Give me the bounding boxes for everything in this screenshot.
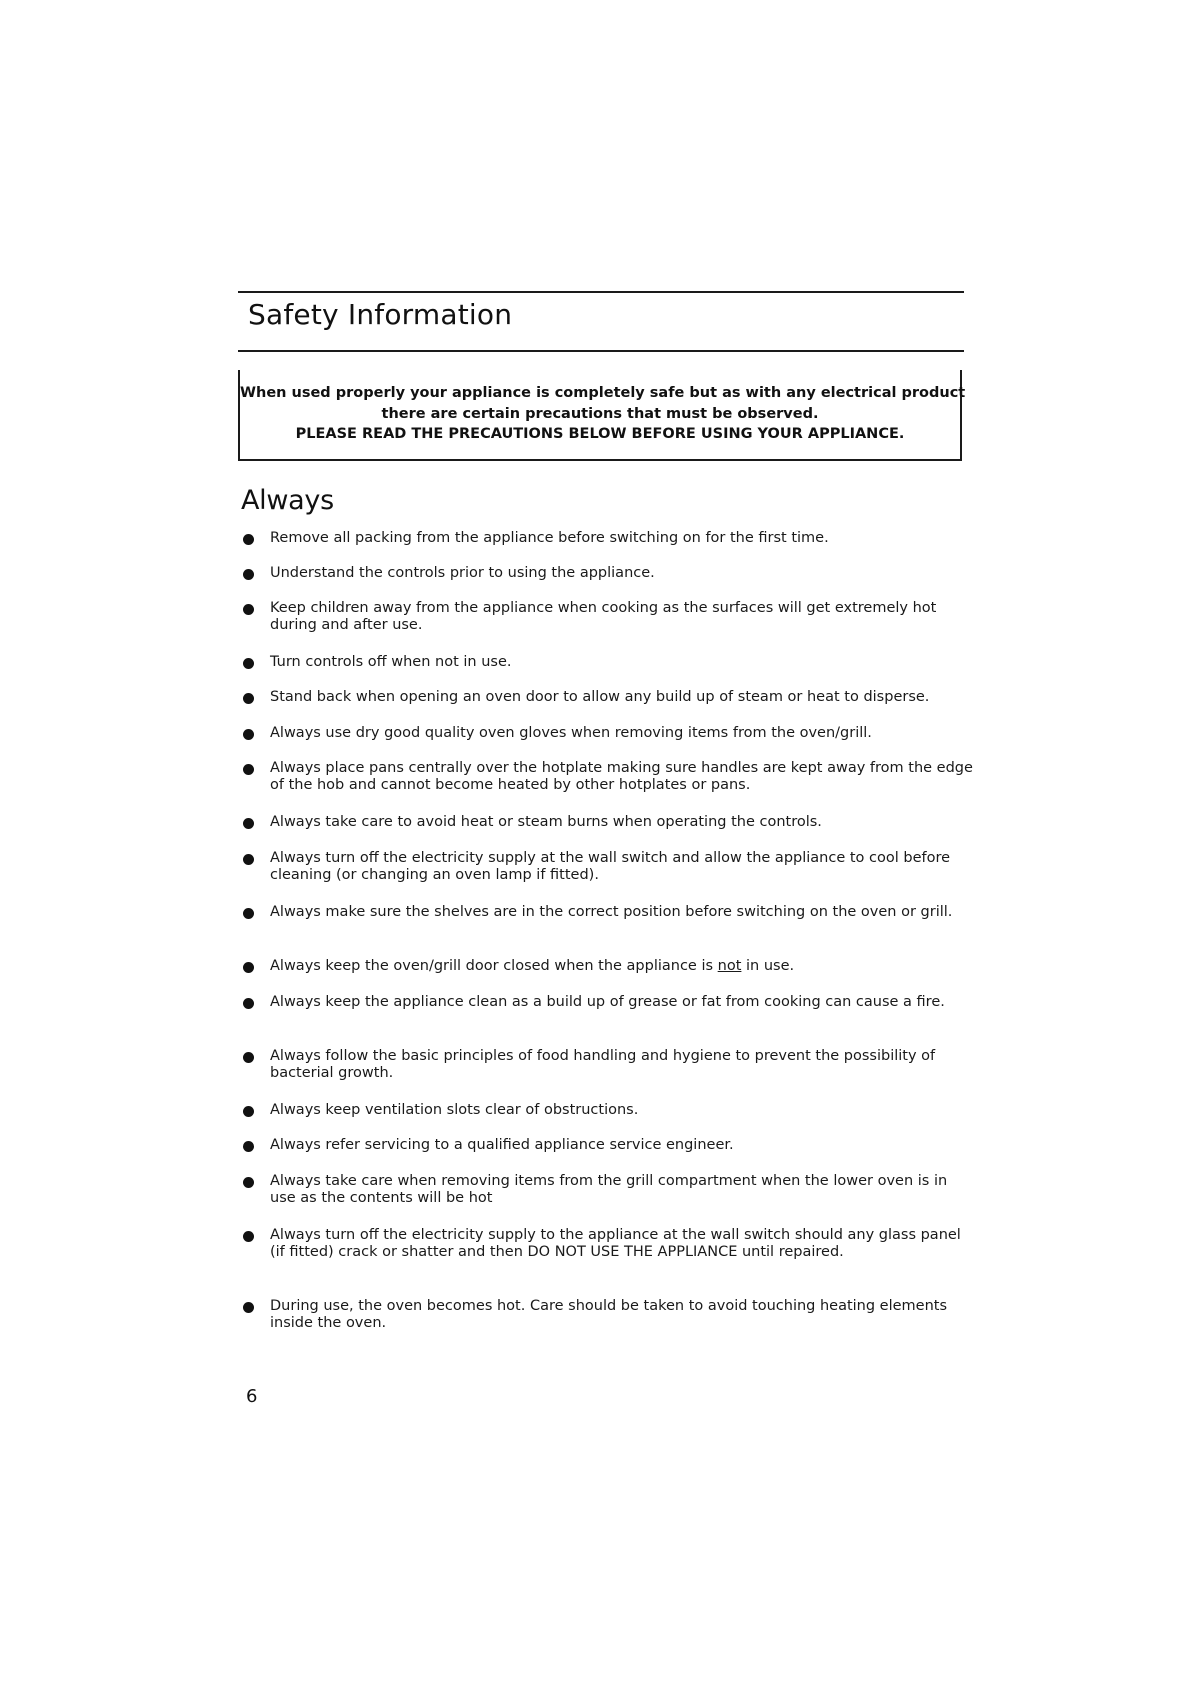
list-item (241, 994, 976, 1034)
bullet-icon (243, 1106, 254, 1117)
bullet-icon (243, 729, 254, 740)
page-title: Safety Information (248, 298, 513, 331)
bullet-icon (243, 569, 254, 580)
list-item-text: Always turn off the electricity supply at the wall switch and allow the appliance to cool before cleaning (or changing an oven lamp if fitted). (270, 850, 951, 883)
bullet-icon (243, 1231, 254, 1242)
list-item-text: Turn controls off when not in use. (270, 654, 512, 670)
bullet-icon (243, 854, 254, 865)
list-item-text (270, 958, 976, 975)
bullet-icon (243, 1177, 254, 1188)
list-item-text: Stand back when opening an oven door to allow any build up of steam or heat to disperse. (270, 689, 930, 705)
bullet-icon (243, 658, 254, 669)
bullet-icon (243, 998, 254, 1009)
list-item-text: Keep children away from the appliance when cooking as the surfaces will get extremely hot during and after use. (270, 600, 937, 633)
list-item-text: Remove all packing from the appliance before switching on for the first time. (270, 530, 829, 546)
list-item (241, 600, 976, 640)
list-item-text: Always follow the basic principles of food handling and hygiene to prevent the possibility of bacterial growth. (270, 1048, 936, 1081)
bullet-icon (243, 693, 254, 704)
bullet-icon (243, 1052, 254, 1063)
list-item (241, 760, 976, 800)
emphasis-not: not (717, 958, 742, 974)
list-item-text: Always refer servicing to a qualified appliance service engineer. (270, 1137, 734, 1153)
list-item (241, 1173, 976, 1213)
list-item-text: Always make sure the shelves are in the correct position before switching on the oven or grill. (270, 904, 953, 920)
list-item-text: Always turn off the electricity supply to the appliance at the wall switch should any glass panel (if fitted) crack or shatter and then DO NOT USE THE APPLIANCE until repaired. (270, 1227, 961, 1260)
list-item (241, 654, 976, 694)
bullet-icon (243, 534, 254, 545)
title-bottom-rule (238, 350, 964, 352)
bullet-icon (243, 818, 254, 829)
section-heading-always: Always (241, 485, 334, 516)
list-item-text: Always use dry good quality oven gloves when removing items from the oven/grill. (270, 725, 872, 741)
bullet-icon (243, 962, 254, 973)
list-item-text-before: Always keep the oven/grill door closed when the appliance is (270, 958, 718, 974)
notice-line-1: When used properly your appliance is completely safe but as with any electrical product (240, 385, 966, 401)
list-item (241, 1102, 976, 1142)
list-item (241, 725, 976, 765)
list-item-text: Always keep the appliance clean as a build up of grease or fat from cooking can cause a fire. (270, 994, 945, 1010)
list-item-text-after: in use. (741, 958, 795, 974)
bullet-icon (243, 1302, 254, 1313)
list-item (241, 1048, 976, 1088)
bullet-icon (243, 908, 254, 919)
safety-notice-box (238, 370, 966, 461)
list-item (241, 1137, 976, 1177)
bullet-icon (243, 1141, 254, 1152)
list-item (241, 530, 976, 570)
list-item (241, 814, 976, 854)
list-item (241, 565, 976, 605)
list-item (241, 850, 976, 890)
notice-line-3: PLEASE READ THE PRECAUTIONS BELOW BEFORE USING YOUR APPLIANCE. (295, 426, 905, 442)
bullet-icon (243, 604, 254, 615)
list-item-text: Always take care to avoid heat or steam burns when operating the controls. (270, 814, 822, 830)
list-item (241, 904, 976, 944)
list-item-text: Always take care when removing items from the grill compartment when the lower oven is in use as the contents will be hot (270, 1173, 948, 1206)
list-item-text: Always keep ventilation slots clear of obstructions. (270, 1102, 639, 1118)
notice-line-2: there are certain precautions that must be observed. (381, 406, 819, 422)
page-number: 6 (246, 1386, 258, 1407)
list-item (241, 1227, 976, 1267)
list-item-text: Always place pans centrally over the hotplate making sure handles are kept away from the edge of the hob and cannot become heated by other hotplates or pans. (270, 760, 973, 793)
list-item (241, 1298, 976, 1338)
title-top-rule (238, 291, 964, 293)
list-item-text: During use, the oven becomes hot. Care should be taken to avoid touching heating elements inside the oven. (270, 1298, 948, 1331)
bullet-icon (243, 764, 254, 775)
list-item (241, 958, 976, 998)
list-item (241, 689, 976, 729)
list-item-text: Understand the controls prior to using the appliance. (270, 565, 655, 581)
